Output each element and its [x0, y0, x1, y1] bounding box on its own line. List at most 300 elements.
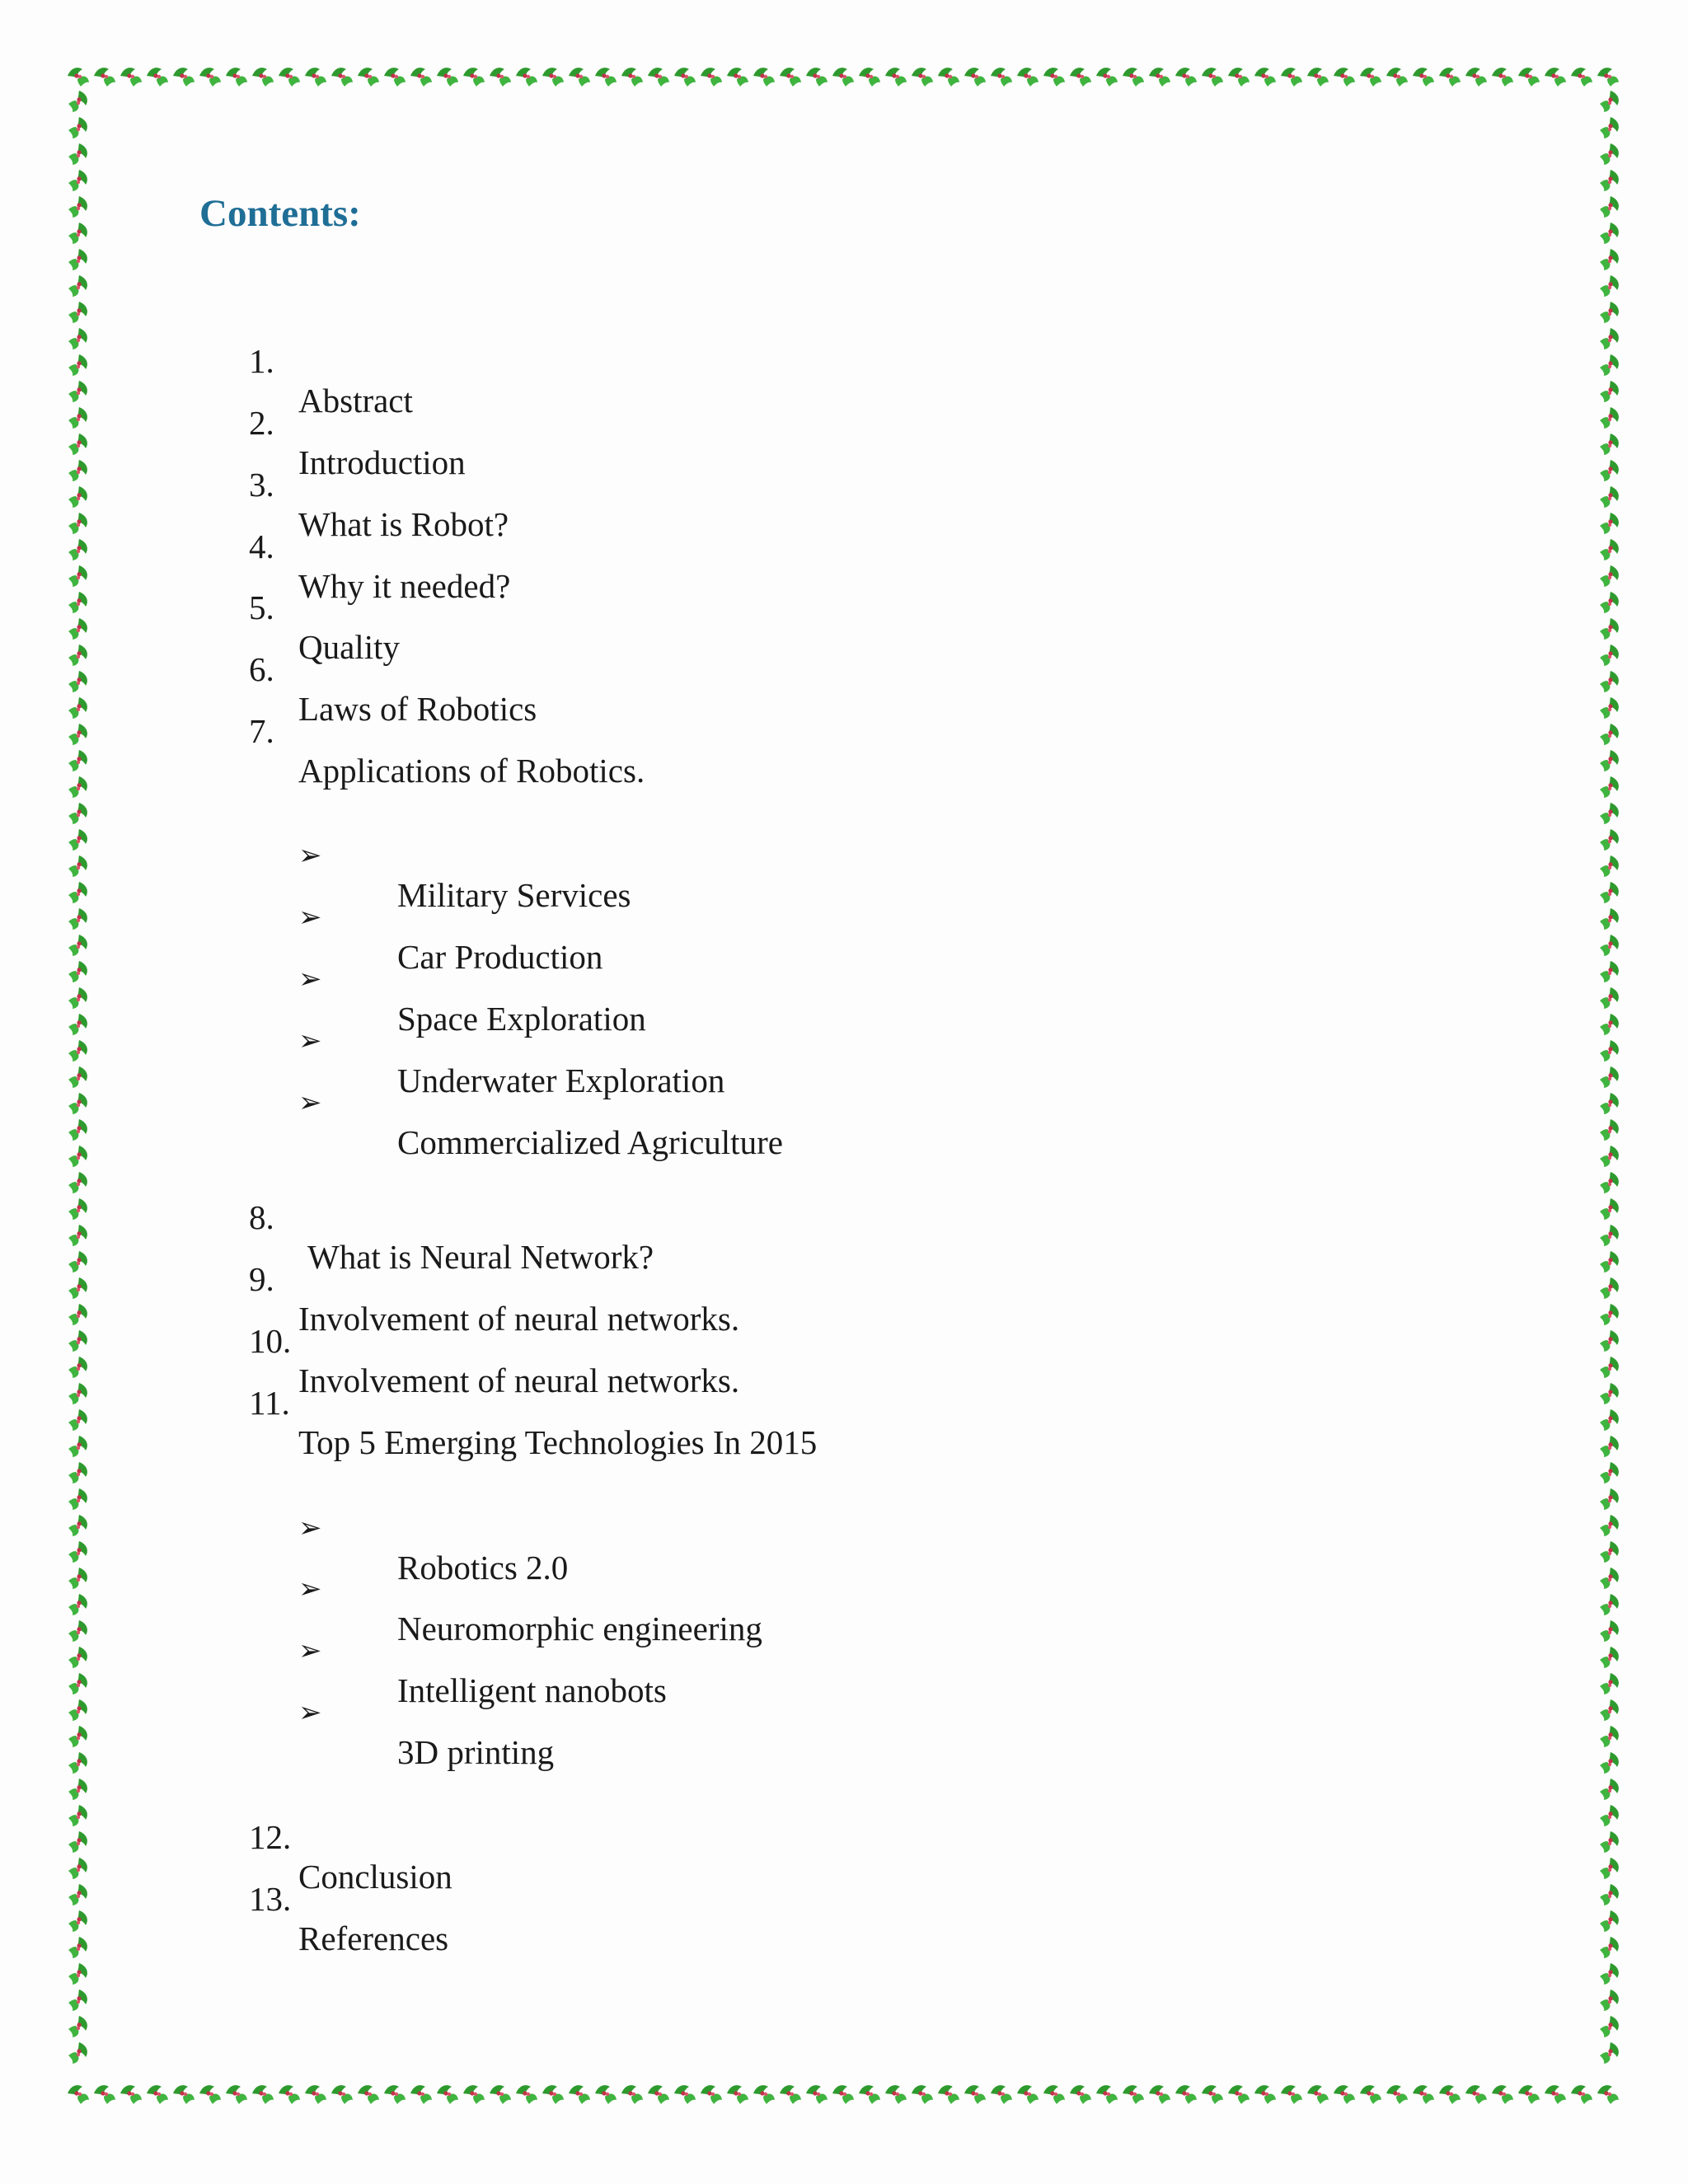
- holly-icon: [68, 170, 87, 191]
- holly-icon: [1123, 68, 1144, 87]
- holly-icon: [912, 2085, 933, 2104]
- holly-icon: [964, 68, 986, 87]
- holly-icon: [595, 68, 617, 87]
- holly-icon: [68, 1699, 87, 1721]
- holly-icon: [199, 2085, 221, 2104]
- holly-icon: [94, 68, 115, 87]
- holly-icon: [490, 68, 511, 87]
- holly-icon: [68, 618, 87, 640]
- holly-icon: [1600, 1541, 1619, 1563]
- holly-icon: [648, 2085, 669, 2104]
- holly-icon: [1043, 2085, 1065, 2104]
- holly-icon: [912, 68, 933, 87]
- toc-label: References: [298, 1919, 449, 1957]
- holly-icon: [1307, 2085, 1329, 2104]
- holly-icon: [991, 68, 1012, 87]
- holly-icon: [938, 68, 959, 87]
- holly-icon: [832, 2085, 854, 2104]
- holly-icon: [1600, 2016, 1619, 2037]
- holly-icon: [1600, 1752, 1619, 1774]
- holly-icon: [94, 2085, 115, 2104]
- holly-icon: [1600, 539, 1619, 560]
- holly-icon: [1600, 592, 1619, 613]
- holly-icon: [1600, 1647, 1619, 1668]
- holly-icon: [1600, 724, 1619, 745]
- holly-icon: [753, 2085, 775, 2104]
- holly-icon: [68, 486, 87, 508]
- holly-icon: [806, 2085, 828, 2104]
- holly-icon: [68, 117, 87, 138]
- holly-icon: [68, 1726, 87, 1747]
- holly-icon: [621, 68, 643, 87]
- toc-label: Top 5 Emerging Technologies In 2015: [298, 1423, 818, 1461]
- holly-icon: [1600, 275, 1619, 297]
- holly-icon: [68, 1277, 87, 1299]
- holly-icon: [1600, 1620, 1619, 1642]
- holly-icon: [1017, 2085, 1039, 2104]
- holly-icon: [885, 68, 907, 87]
- holly-icon: [1600, 882, 1619, 903]
- holly-icon: [68, 1040, 87, 1062]
- holly-icon: [1600, 1462, 1619, 1483]
- holly-icon: [1149, 2085, 1170, 2104]
- holly-icon: [1600, 935, 1619, 956]
- holly-icon: [384, 68, 406, 87]
- holly-icon: [1600, 1436, 1619, 1457]
- holly-icon: [1017, 68, 1039, 87]
- holly-icon: [1600, 697, 1619, 719]
- holly-icon: [1600, 1568, 1619, 1589]
- sub-list-label: Military Services: [397, 876, 631, 914]
- holly-icon: [68, 1779, 87, 1800]
- holly-icon: [1600, 1805, 1619, 1826]
- toc-label: Quality: [298, 628, 400, 666]
- holly-icon: [1600, 460, 1619, 481]
- holly-icon: [1600, 1831, 1619, 1853]
- holly-icon: [806, 68, 828, 87]
- holly-icon: [1600, 1383, 1619, 1404]
- holly-icon: [410, 2085, 432, 2104]
- holly-icon: [68, 565, 87, 587]
- holly-icon: [1439, 2085, 1461, 2104]
- holly-icon: [68, 1488, 87, 1510]
- holly-icon: [68, 354, 87, 376]
- holly-icon: [674, 68, 696, 87]
- arrow-bullet-icon: ➢: [298, 1511, 322, 1544]
- holly-icon: [68, 1462, 87, 1483]
- holly-icon: [463, 2085, 485, 2104]
- contents-heading: Contents:: [199, 192, 361, 235]
- holly-icon: [1600, 143, 1619, 165]
- holly-icon: [1600, 328, 1619, 349]
- holly-icon: [68, 592, 87, 613]
- holly-icon: [1600, 1251, 1619, 1272]
- holly-icon: [1228, 68, 1250, 87]
- holly-icon: [542, 68, 564, 87]
- holly-icon: [1600, 1172, 1619, 1193]
- holly-icon: [68, 460, 87, 481]
- holly-icon: [437, 2085, 458, 2104]
- holly-icon: [1360, 2085, 1381, 2104]
- holly-icon: [1096, 2085, 1118, 2104]
- holly-icon: [1228, 2085, 1250, 2104]
- holly-icon: [1465, 68, 1487, 87]
- sub-list-label: Space Exploration: [397, 1000, 646, 1038]
- holly-icon: [1175, 2085, 1197, 2104]
- holly-icon: [1600, 170, 1619, 191]
- holly-icon: [68, 1594, 87, 1615]
- holly-icon: [1600, 1858, 1619, 1879]
- toc-number: 9.: [249, 1260, 274, 1298]
- holly-icon: [1600, 1304, 1619, 1325]
- holly-icon: [1600, 1673, 1619, 1694]
- toc-number: 4.: [249, 527, 274, 565]
- holly-icon: [569, 68, 590, 87]
- holly-icon: [331, 2085, 353, 2104]
- arrow-bullet-icon: ➢: [298, 1024, 322, 1057]
- holly-icon: [1413, 68, 1434, 87]
- holly-icon: [305, 68, 326, 87]
- holly-icon: [1600, 803, 1619, 824]
- toc-number: 3.: [249, 466, 274, 504]
- holly-icon: [1600, 1963, 1619, 1985]
- holly-icon: [1254, 2085, 1276, 2104]
- holly-icon: [252, 2085, 274, 2104]
- toc-number: 1.: [249, 342, 274, 380]
- holly-icon: [595, 2085, 617, 2104]
- toc-label: Why it needed?: [298, 567, 511, 605]
- sub-list-label: Underwater Exploration: [397, 1062, 725, 1099]
- holly-icon: [68, 2016, 87, 2037]
- holly-icon: [885, 2085, 907, 2104]
- holly-icon: [226, 2085, 247, 2104]
- holly-icon: [1600, 407, 1619, 429]
- holly-icon: [542, 2085, 564, 2104]
- holly-icon: [964, 2085, 986, 2104]
- holly-icon: [621, 2085, 643, 2104]
- toc-number: 5.: [249, 588, 274, 626]
- holly-icon: [1600, 1515, 1619, 1536]
- holly-icon: [1070, 2085, 1091, 2104]
- holly-icon: [68, 68, 89, 87]
- holly-icon: [68, 1357, 87, 1378]
- holly-icon: [1307, 68, 1329, 87]
- holly-icon: [1281, 68, 1302, 87]
- holly-icon: [68, 1647, 87, 1668]
- holly-icon: [1123, 2085, 1144, 2104]
- toc-label: What is Neural Network?: [307, 1238, 654, 1276]
- holly-icon: [1600, 618, 1619, 640]
- holly-icon: [68, 803, 87, 824]
- holly-icon: [1070, 68, 1091, 87]
- holly-icon: [384, 2085, 406, 2104]
- holly-icon: [1386, 2085, 1408, 2104]
- holly-icon: [1175, 68, 1197, 87]
- holly-icon: [1600, 829, 1619, 851]
- holly-icon: [68, 1436, 87, 1457]
- holly-icon: [68, 513, 87, 534]
- holly-icon: [1600, 223, 1619, 244]
- holly-icon: [279, 2085, 300, 2104]
- holly-icon: [1600, 855, 1619, 877]
- holly-icon: [1465, 2085, 1487, 2104]
- holly-icon: [674, 2085, 696, 2104]
- holly-icon: [1202, 68, 1223, 87]
- holly-icon: [1600, 486, 1619, 508]
- holly-icon: [701, 68, 722, 87]
- holly-icon: [1600, 908, 1619, 930]
- holly-icon: [68, 829, 87, 851]
- holly-icon: [1600, 1066, 1619, 1088]
- holly-icon: [1600, 1040, 1619, 1062]
- holly-icon: [1334, 2085, 1355, 2104]
- toc-number: 2.: [249, 404, 274, 442]
- holly-icon: [1518, 68, 1540, 87]
- holly-icon: [648, 68, 669, 87]
- toc-label: What is Robot?: [298, 505, 509, 543]
- holly-icon: [68, 1225, 87, 1246]
- holly-icon: [1492, 68, 1513, 87]
- toc-label: Laws of Robotics: [298, 690, 537, 728]
- holly-icon: [1600, 1357, 1619, 1378]
- holly-icon: [780, 68, 801, 87]
- holly-icon: [68, 1172, 87, 1193]
- holly-icon: [305, 2085, 326, 2104]
- holly-icon: [991, 2085, 1012, 2104]
- toc-label: Introduction: [298, 443, 466, 481]
- holly-icon: [68, 1858, 87, 1879]
- holly-icon: [173, 68, 195, 87]
- holly-icon: [68, 1752, 87, 1774]
- holly-icon: [226, 68, 247, 87]
- holly-icon: [1600, 987, 1619, 1009]
- holly-icon: [780, 2085, 801, 2104]
- holly-icon: [68, 407, 87, 429]
- holly-icon: [1597, 68, 1619, 87]
- holly-icon: [463, 68, 485, 87]
- holly-icon: [1600, 381, 1619, 402]
- holly-icon: [1281, 2085, 1302, 2104]
- holly-icon: [859, 2085, 880, 2104]
- holly-icon: [199, 68, 221, 87]
- holly-icon: [1600, 671, 1619, 692]
- holly-icon: [1600, 434, 1619, 455]
- holly-icon: [1600, 1198, 1619, 1220]
- toc-label: Conclusion: [298, 1858, 452, 1896]
- holly-icon: [68, 1198, 87, 1220]
- holly-icon: [68, 1330, 87, 1352]
- holly-icon: [68, 249, 87, 270]
- holly-icon: [1439, 68, 1461, 87]
- holly-icon: [68, 2042, 87, 2064]
- sub-list-label: Commercialized Agriculture: [397, 1123, 783, 1161]
- holly-icon: [727, 2085, 748, 2104]
- holly-icon: [68, 644, 87, 666]
- holly-icon: [1600, 961, 1619, 982]
- holly-icon: [68, 1066, 87, 1088]
- holly-icon: [358, 2085, 379, 2104]
- holly-icon: [68, 223, 87, 244]
- holly-icon: [68, 539, 87, 560]
- holly-icon: [490, 2085, 511, 2104]
- arrow-bullet-icon: ➢: [298, 1696, 322, 1729]
- holly-icon: [68, 1383, 87, 1404]
- holly-icon: [68, 776, 87, 798]
- holly-icon: [437, 68, 458, 87]
- toc-number: 8.: [249, 1198, 274, 1236]
- holly-icon: [1600, 513, 1619, 534]
- toc-number: 11.: [249, 1384, 290, 1422]
- holly-icon: [68, 1831, 87, 1853]
- holly-icon: [68, 1990, 87, 2011]
- holly-icon: [1334, 68, 1355, 87]
- holly-icon: [68, 302, 87, 323]
- toc-number: 13.: [249, 1880, 292, 1918]
- holly-icon: [68, 671, 87, 692]
- holly-icon: [68, 196, 87, 218]
- holly-icon: [1600, 1119, 1619, 1141]
- holly-icon: [1518, 2085, 1540, 2104]
- holly-icon: [1202, 2085, 1223, 2104]
- sub-list-label: 3D printing: [397, 1733, 555, 1771]
- holly-icon: [516, 68, 537, 87]
- holly-icon: [1600, 1277, 1619, 1299]
- holly-icon: [68, 1515, 87, 1536]
- holly-icon: [68, 328, 87, 349]
- holly-icon: [68, 697, 87, 719]
- holly-icon: [68, 961, 87, 982]
- holly-icon: [1571, 68, 1592, 87]
- toc-label: Involvement of neural networks.: [298, 1361, 740, 1399]
- holly-icon: [68, 1568, 87, 1589]
- holly-icon: [1254, 68, 1276, 87]
- holly-icon: [68, 908, 87, 930]
- holly-icon: [68, 855, 87, 877]
- holly-icon: [68, 987, 87, 1009]
- toc-number: 7.: [249, 712, 274, 750]
- holly-icon: [1571, 2085, 1592, 2104]
- arrow-bullet-icon: ➢: [298, 839, 322, 872]
- holly-icon: [68, 1884, 87, 1905]
- holly-icon: [1600, 91, 1619, 112]
- holly-icon: [1360, 68, 1381, 87]
- holly-icon: [68, 381, 87, 402]
- holly-icon: [68, 1251, 87, 1272]
- holly-icon: [68, 1910, 87, 1932]
- holly-icon: [1600, 1330, 1619, 1352]
- holly-icon: [68, 750, 87, 771]
- holly-icon: [120, 68, 142, 87]
- holly-icon: [1600, 302, 1619, 323]
- holly-icon: [68, 1304, 87, 1325]
- holly-icon: [68, 1541, 87, 1563]
- holly-icon: [753, 68, 775, 87]
- toc-label: Applications of Robotics.: [298, 752, 645, 790]
- arrow-bullet-icon: ➢: [298, 963, 322, 996]
- holly-icon: [68, 143, 87, 165]
- holly-icon: [1600, 117, 1619, 138]
- holly-icon: [68, 1409, 87, 1431]
- holly-icon: [727, 68, 748, 87]
- holly-icon: [1600, 1225, 1619, 1246]
- holly-icon: [516, 2085, 537, 2104]
- arrow-bullet-icon: ➢: [298, 1086, 322, 1119]
- holly-icon: [147, 68, 168, 87]
- holly-icon: [1600, 776, 1619, 798]
- holly-icon: [1492, 2085, 1513, 2104]
- holly-icon: [410, 68, 432, 87]
- toc-number: 12.: [249, 1818, 292, 1856]
- holly-icon: [1413, 2085, 1434, 2104]
- holly-icon: [1600, 1990, 1619, 2011]
- holly-icon: [252, 68, 274, 87]
- holly-icon: [1600, 1594, 1619, 1615]
- holly-icon: [68, 1014, 87, 1035]
- holly-icon: [68, 1937, 87, 1958]
- holly-icon: [68, 275, 87, 297]
- holly-icon: [1600, 354, 1619, 376]
- holly-icon: [68, 724, 87, 745]
- holly-icon: [1600, 644, 1619, 666]
- holly-icon: [569, 2085, 590, 2104]
- holly-icon: [1043, 68, 1065, 87]
- holly-icon: [68, 1119, 87, 1141]
- holly-icon: [68, 882, 87, 903]
- holly-icon: [1600, 1146, 1619, 1167]
- holly-icon: [1600, 2042, 1619, 2064]
- holly-icon: [1600, 249, 1619, 270]
- holly-icon: [1600, 750, 1619, 771]
- holly-icon: [1600, 1014, 1619, 1035]
- holly-icon: [1600, 1488, 1619, 1510]
- holly-icon: [938, 2085, 959, 2104]
- holly-icon: [120, 2085, 142, 2104]
- arrow-bullet-icon: ➢: [298, 1572, 322, 1605]
- holly-icon: [832, 68, 854, 87]
- holly-icon: [1600, 1884, 1619, 1905]
- holly-icon: [1545, 2085, 1566, 2104]
- holly-icon: [1149, 68, 1170, 87]
- holly-icon: [68, 1673, 87, 1694]
- holly-icon: [68, 1620, 87, 1642]
- holly-icon: [1597, 2085, 1619, 2104]
- holly-icon: [1386, 68, 1408, 87]
- holly-icon: [358, 68, 379, 87]
- holly-icon: [279, 68, 300, 87]
- holly-icon: [701, 2085, 722, 2104]
- holly-icon: [1545, 68, 1566, 87]
- sub-list-label: Robotics 2.0: [397, 1549, 569, 1586]
- toc-number: 6.: [249, 650, 274, 688]
- toc-label: Involvement of neural networks.: [298, 1300, 740, 1338]
- holly-icon: [68, 1963, 87, 1985]
- holly-icon: [68, 91, 87, 112]
- holly-icon: [1600, 196, 1619, 218]
- holly-icon: [1600, 1409, 1619, 1431]
- holly-icon: [68, 1805, 87, 1826]
- holly-icon: [1600, 1779, 1619, 1800]
- holly-icon: [68, 1146, 87, 1167]
- sub-list-label: Neuromorphic engineering: [397, 1610, 762, 1647]
- holly-icon: [173, 2085, 195, 2104]
- arrow-bullet-icon: ➢: [298, 901, 322, 934]
- holly-icon: [68, 2085, 89, 2104]
- holly-icon: [1600, 1937, 1619, 1958]
- holly-icon: [68, 1093, 87, 1114]
- holly-icon: [1096, 68, 1118, 87]
- holly-icon: [1600, 1910, 1619, 1932]
- holly-icon: [68, 935, 87, 956]
